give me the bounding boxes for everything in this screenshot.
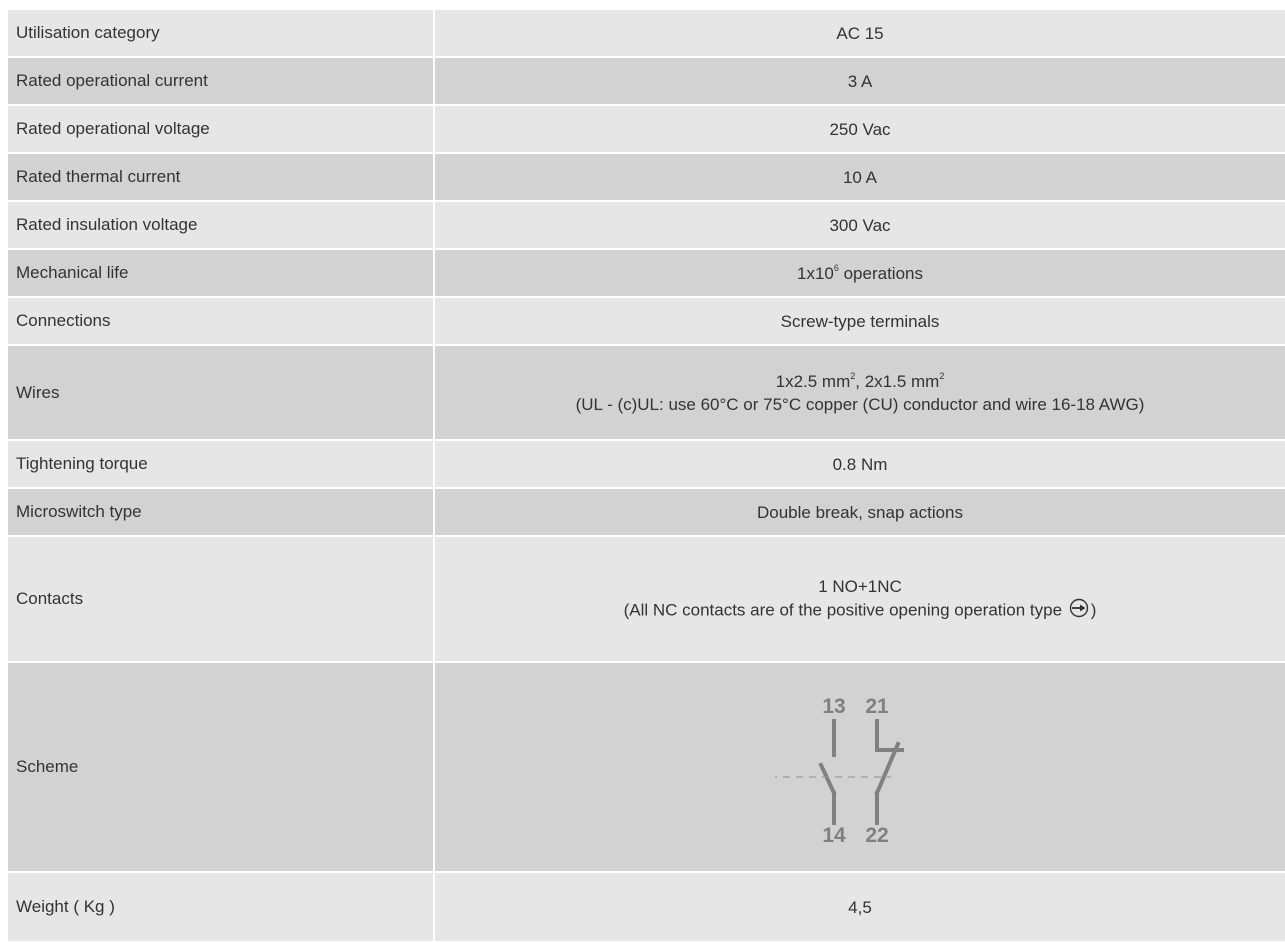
spec-row-weight xyxy=(8,873,1285,943)
spec-value xyxy=(435,346,1285,439)
spec-label: Rated insulation voltage xyxy=(8,202,435,248)
spec-row-tightening-torque xyxy=(8,441,1285,489)
terminal-22-label: 22 xyxy=(865,824,889,847)
terminal-13-label: 13 xyxy=(822,695,846,718)
mechanical-life-text xyxy=(797,262,923,285)
wire-size-1-exponent: 2 xyxy=(850,370,856,381)
spec-label: Rated thermal current xyxy=(8,154,435,200)
spec-row-rated-operational-current xyxy=(8,58,1285,106)
spec-row-rated-thermal-current xyxy=(8,154,1285,202)
wire-size-1: 1x2.5 mm xyxy=(775,371,851,391)
wire-size-2-exponent: 2 xyxy=(939,370,945,381)
spec-label: Wires xyxy=(8,346,435,439)
wire-size-2: , 2x1.5 mm xyxy=(855,371,940,391)
spec-label: Connections xyxy=(8,298,435,344)
spec-row-connections xyxy=(8,298,1285,346)
contact-scheme-diagram xyxy=(775,682,945,852)
wires-line-2: (UL - (c)UL: use 60°C or 75°C copper (CU) conductor and wire 16-18 AWG) xyxy=(575,394,1145,414)
spec-value xyxy=(435,250,1285,296)
spec-value: 250 Vac xyxy=(829,119,891,139)
spec-label: Microswitch type xyxy=(8,489,435,535)
spec-label: Weight ( Kg ) xyxy=(8,873,435,941)
contacts-line-1: 1 NO+1NC xyxy=(818,576,902,596)
terminal-14-label: 14 xyxy=(822,824,846,847)
spec-value: AC 15 xyxy=(836,23,884,43)
spec-value: Double break, snap actions xyxy=(756,502,964,522)
spec-value: 3 A xyxy=(847,71,873,91)
positive-opening-icon xyxy=(1069,598,1089,624)
spec-row-wires xyxy=(8,346,1285,441)
contacts-note: (All NC contacts are of the positive opening operation type xyxy=(623,599,1067,619)
spec-row-contacts xyxy=(8,537,1285,663)
value-prefix: 1x10 xyxy=(796,263,834,283)
spec-label: Rated operational voltage xyxy=(8,106,435,152)
spec-row-mechanical-life xyxy=(8,250,1285,298)
spec-row-utilisation-category xyxy=(8,10,1285,58)
spec-value xyxy=(435,663,1285,871)
spec-label: Utilisation category xyxy=(8,10,435,56)
wires-line-1 xyxy=(776,370,945,393)
spec-label: Tightening torque xyxy=(8,441,435,487)
spec-value: 300 Vac xyxy=(829,215,891,235)
spec-row-rated-insulation-voltage xyxy=(8,202,1285,250)
spec-label: Rated operational current xyxy=(8,58,435,104)
contacts-note-end: ) xyxy=(1090,599,1097,619)
specifications-table xyxy=(8,10,1285,943)
contacts-line-2 xyxy=(624,598,1097,624)
value-suffix: operations xyxy=(838,263,923,283)
nc-contact xyxy=(877,721,902,823)
spec-value xyxy=(435,537,1285,661)
spec-label: Contacts xyxy=(8,537,435,661)
spec-value: Screw-type terminals xyxy=(780,311,940,331)
spec-row-scheme xyxy=(8,663,1285,873)
terminal-21-label: 21 xyxy=(865,695,889,718)
spec-value: 0.8 Nm xyxy=(832,454,888,474)
spec-value: 10 A xyxy=(842,167,878,187)
spec-label: Scheme xyxy=(8,663,435,871)
spec-label: Mechanical life xyxy=(8,250,435,296)
spec-row-microswitch-type xyxy=(8,489,1285,537)
no-contact xyxy=(821,721,834,823)
value-exponent: 6 xyxy=(833,262,839,273)
spec-row-rated-operational-voltage xyxy=(8,106,1285,154)
spec-value: 4,5 xyxy=(848,897,872,917)
